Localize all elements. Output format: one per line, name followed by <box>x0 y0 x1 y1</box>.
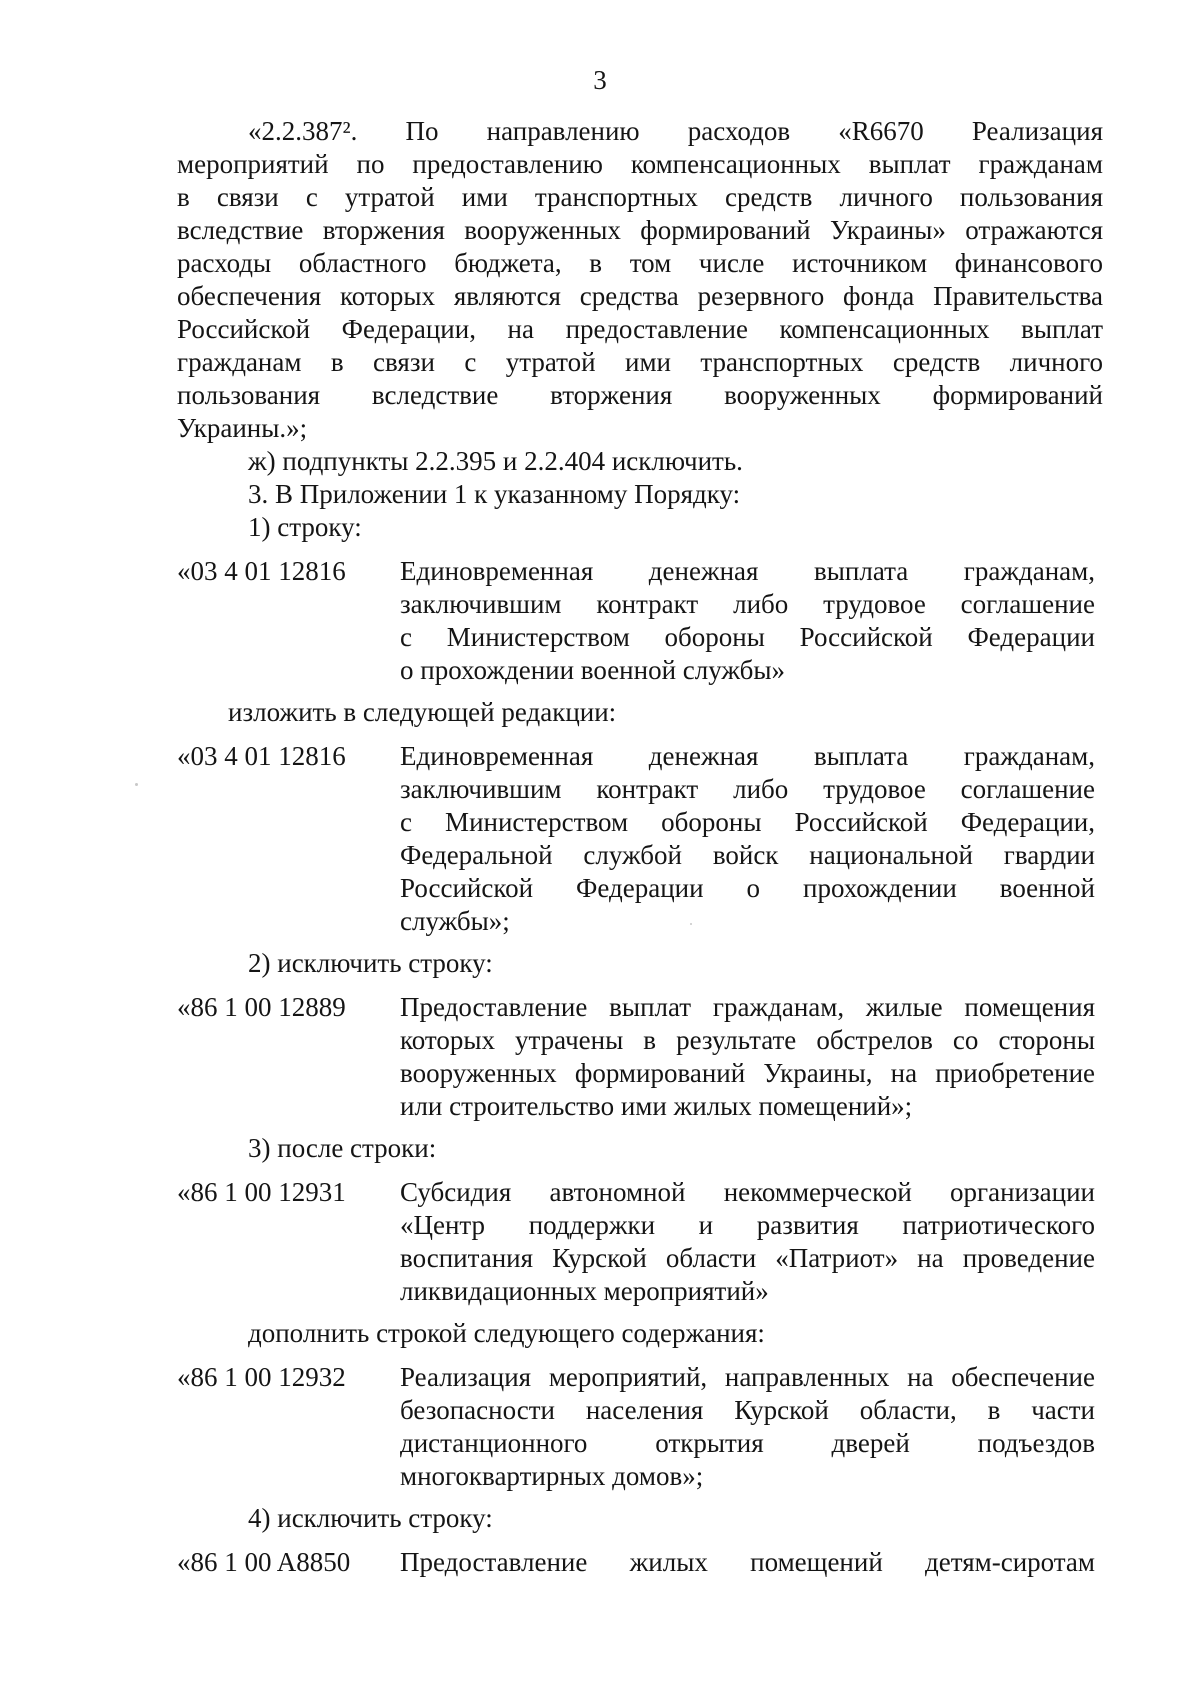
row-text-line: Единовременная денежная выплата гражданам, <box>400 556 1095 586</box>
row-code: «86 1 00 12889 <box>177 992 346 1022</box>
row-text-line: Предоставление жилых помещений детям-сиротам <box>400 1547 1095 1577</box>
row-text-line: многоквартирных домов»; <box>400 1461 704 1491</box>
row-text-line: Субсидия автономной некоммерческой организации <box>400 1177 1095 1207</box>
paragraph-line: вследствие вторжения вооруженных формирований Украины» отражаются <box>177 215 1103 245</box>
instruction-line: изложить в следующей редакции: <box>228 697 617 727</box>
paragraph-line: обеспечения которых являются средства резервного фонда Правительства <box>177 281 1103 311</box>
paragraph-line: Украины.»; <box>177 413 308 443</box>
row-code: «03 4 01 12816 <box>177 741 346 771</box>
paragraph-line: Российской Федерации, на предоставление компенсационных выплат <box>177 314 1103 344</box>
page-number: 3 <box>593 65 607 95</box>
paragraph-line: «2.2.387². По направлению расходов «R6670 Реализация <box>248 116 1103 146</box>
item-3-after: 3) после строки: <box>248 1133 437 1163</box>
item-zh: ж) подпункты 2.2.395 и 2.2.404 исключить. <box>248 446 743 476</box>
row-text-line: Федеральной службой войск национальной гвардии <box>400 840 1095 870</box>
row-text-line: о прохождении военной службы» <box>400 655 786 685</box>
item-4: 4) исключить строку: <box>248 1503 493 1533</box>
item-3: 3. В Приложении 1 к указанному Порядку: <box>248 479 741 509</box>
row-text-line: заключившим контракт либо трудовое соглашение <box>400 774 1095 804</box>
row-code: «86 1 00 A8850 <box>177 1547 351 1577</box>
row-text-line: вооруженных формирований Украины, на приобретение <box>400 1058 1095 1088</box>
row-text-line: службы»; <box>400 906 510 936</box>
row-text-line: с Министерством обороны Российской Федерации <box>400 622 1095 652</box>
row-text-line: Реализация мероприятий, направленных на обеспечение <box>400 1362 1095 1392</box>
row-text-line: заключившим контракт либо трудовое соглашение <box>400 589 1095 619</box>
row-text-line: или строительство ими жилых помещений»; <box>400 1091 913 1121</box>
row-text-line: дистанционного открытия дверей подъездов <box>400 1428 1095 1458</box>
scan-mark <box>690 923 692 925</box>
row-code: «03 4 01 12816 <box>177 556 346 586</box>
row-text-line: Единовременная денежная выплата гражданам, <box>400 741 1095 771</box>
row-code: «86 1 00 12932 <box>177 1362 346 1392</box>
item-1: 1) строку: <box>248 512 362 542</box>
row-text-line: ликвидационных мероприятий» <box>400 1276 769 1306</box>
item-2: 2) исключить строку: <box>248 948 493 978</box>
row-text-line: безопасности населения Курской области, в части <box>400 1395 1095 1425</box>
row-text-line: с Министерством обороны Российской Федерации, <box>400 807 1095 837</box>
paragraph-line: пользования вследствие вторжения вооруженных формирований <box>177 380 1103 410</box>
paragraph-line: расходы областного бюджета, в том числе источником финансового <box>177 248 1103 278</box>
scan-mark <box>135 783 138 786</box>
paragraph-line: гражданам в связи с утратой ими транспортных средств личного <box>177 347 1103 377</box>
paragraph-line: в связи с утратой ими транспортных средств личного пользования <box>177 182 1103 212</box>
paragraph-line: мероприятий по предоставлению компенсационных выплат гражданам <box>177 149 1103 179</box>
row-code: «86 1 00 12931 <box>177 1177 346 1207</box>
instruction-line: дополнить строкой следующего содержания: <box>248 1318 765 1348</box>
row-text-line: Предоставление выплат гражданам, жилые помещения <box>400 992 1095 1022</box>
row-text-line: «Центр поддержки и развития патриотического <box>400 1210 1095 1240</box>
row-text-line: Российской Федерации о прохождении военной <box>400 873 1095 903</box>
row-text-line: которых утрачены в результате обстрелов со стороны <box>400 1025 1095 1055</box>
row-text-line: воспитания Курской области «Патриот» на проведение <box>400 1243 1095 1273</box>
